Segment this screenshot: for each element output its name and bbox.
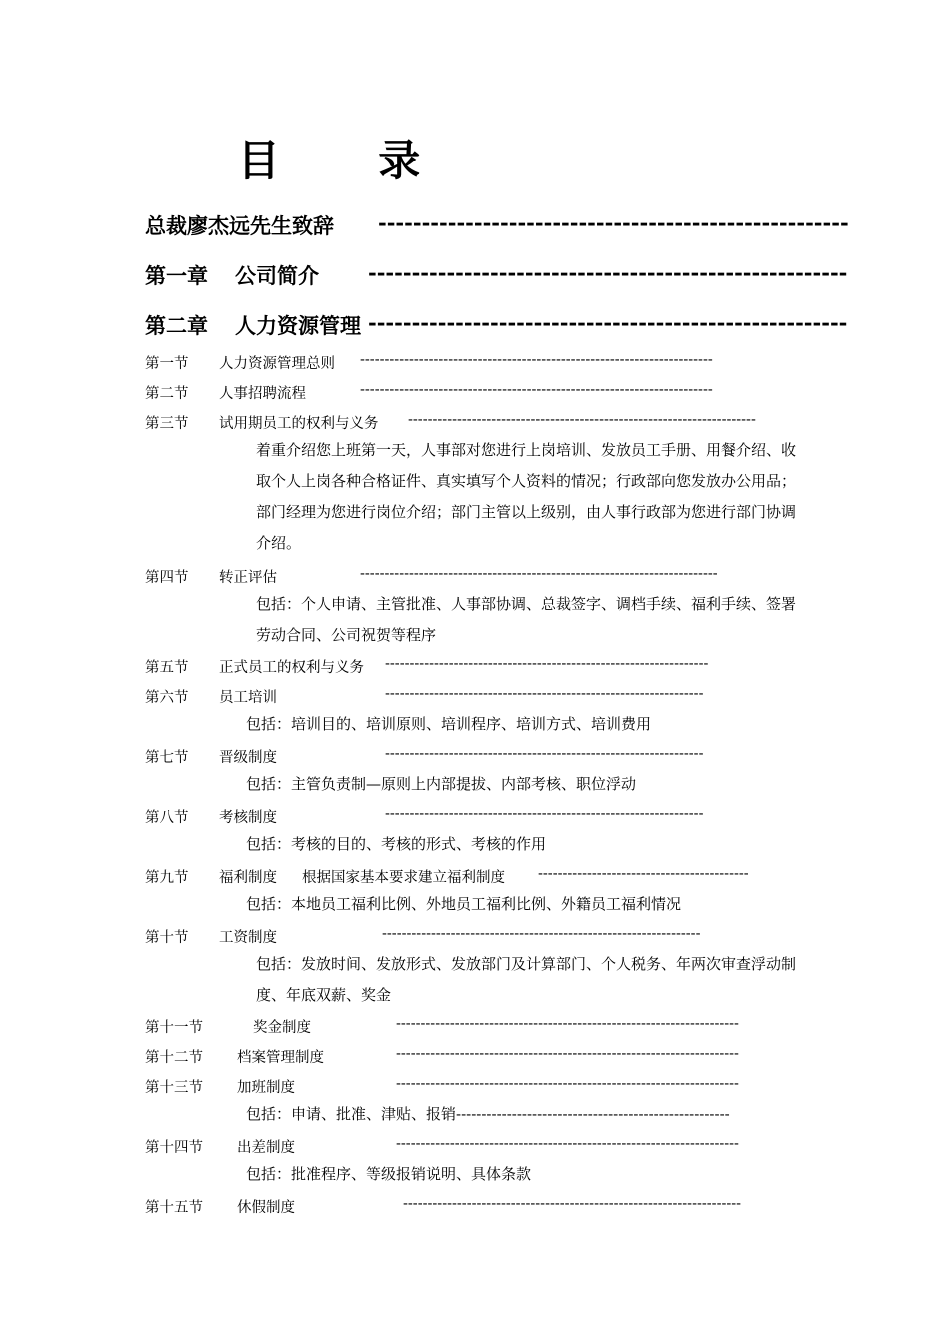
- entry-label: 第一章: [145, 263, 208, 288]
- entry-name: 公司简介: [235, 263, 319, 288]
- section-name: 出差制度: [237, 1140, 295, 1156]
- section-10-description: 包括：发放时间、发放形式、发放部门及计算部门、个人税务、年两次审查浮动制度、年底双薪、奖金: [256, 955, 797, 1004]
- section-number: 第十四节: [145, 1140, 203, 1156]
- section-number: 第十节: [145, 930, 189, 946]
- section-4-description: 包括：个人申请、主管批准、人事部协调、总裁签字、调档手续、福利手续、签署劳动合同、公司祝贺等程序: [256, 595, 797, 644]
- entry-leader: -------------------------------------------------------: [368, 310, 848, 335]
- section-name: 试用期员工的权利与义务: [219, 416, 379, 432]
- entry-name: 人力资源管理: [235, 313, 361, 338]
- section-leader: -------------------------------------------------------------------------: [360, 566, 718, 582]
- section-name: 正式员工的权利与义务: [219, 660, 364, 676]
- section-leader: -----------------------------------------------------------------: [382, 926, 701, 942]
- section-14-description: 包括：批准程序、等级报销说明、具体条款: [246, 1165, 532, 1183]
- section-name: 奖金制度: [253, 1020, 311, 1036]
- section-name: 加班制度: [237, 1080, 295, 1096]
- entry-label: 总裁廖杰远先生致辞: [145, 213, 334, 238]
- section-13-description: [246, 1099, 758, 1130]
- section-note: 根据国家基本要求建立福利制度: [302, 870, 505, 886]
- section-leader: ----------------------------------------------------------------------: [396, 1046, 739, 1062]
- section-number: 第七节: [145, 750, 189, 766]
- entry-leader: ------------------------------------------------------: [378, 210, 849, 235]
- section-name: 工资制度: [219, 930, 277, 946]
- section-7-description: 包括：主管负责制—原则上内部提拔、内部考核、职位浮动: [246, 775, 637, 793]
- section-leader: -----------------------------------------------------------------------: [408, 412, 756, 428]
- section-number: 第十二节: [145, 1050, 203, 1066]
- section-leader: ----------------------------------------------------------------------: [396, 1136, 739, 1152]
- section-3-description: 着重介绍您上班第一天，人事部对您进行上岗培训、发放员工手册、用餐介绍、收取个人上岗各种合格证件、真实填写个人资料的情况；行政部向您发放办公用品；部门经理为您进行岗位介绍；部门主管以上级别，由人事行政部为您进行部门协调介绍。: [256, 441, 797, 552]
- section-number: 第十一节: [145, 1020, 203, 1036]
- entry-leader: -------------------------------------------------------: [368, 260, 848, 285]
- section-9-description: 包括：本地员工福利比例、外地员工福利比例、外籍员工福利情况: [246, 895, 682, 913]
- description-text: 包括：申请、批准、津贴、报销: [246, 1105, 457, 1123]
- section-number: 第九节: [145, 870, 189, 886]
- section-name: 员工培训: [219, 690, 277, 706]
- section-leader: ---------------------------------------------------------------------: [403, 1196, 742, 1212]
- section-6-description: 包括：培训目的、培训原则、培训程序、培训方式、培训费用: [246, 715, 652, 733]
- section-leader: ----------------------------------------------------------------------: [396, 1076, 739, 1092]
- section-number: 第十五节: [145, 1200, 203, 1216]
- toc-title: 目 录: [237, 136, 463, 185]
- section-name: 晋级制度: [219, 750, 277, 766]
- section-number: 第六节: [145, 690, 189, 706]
- section-leader: -----------------------------------------------------------------: [385, 806, 704, 822]
- description-leader: ------------------------------------------------------: [456, 1105, 730, 1123]
- section-leader: ----------------------------------------------------------------------: [396, 1016, 739, 1032]
- section-name: 人力资源管理总则: [219, 356, 335, 372]
- section-name: 福利制度: [219, 870, 277, 886]
- entry-label: 第二章: [145, 313, 208, 338]
- section-name: 转正评估: [219, 570, 277, 586]
- section-leader: -----------------------------------------------------------------: [385, 746, 704, 762]
- section-name: 人事招聘流程: [219, 386, 306, 402]
- section-name: 考核制度: [219, 810, 277, 826]
- section-leader: -----------------------------------------------------------------: [385, 686, 704, 702]
- section-number: 第五节: [145, 660, 189, 676]
- section-name: 休假制度: [237, 1200, 295, 1216]
- section-leader: ------------------------------------------------------------------: [385, 656, 709, 672]
- section-number: 第十三节: [145, 1080, 203, 1096]
- section-number: 第二节: [145, 386, 189, 402]
- section-leader: ------------------------------------------------------------------------: [360, 352, 713, 368]
- section-number: 第三节: [145, 416, 189, 432]
- section-name: 档案管理制度: [237, 1050, 324, 1066]
- section-number: 第八节: [145, 810, 189, 826]
- section-leader: -------------------------------------------: [538, 866, 749, 882]
- section-number: 第四节: [145, 570, 189, 586]
- section-leader: ------------------------------------------------------------------------: [360, 382, 713, 398]
- section-8-description: 包括：考核的目的、考核的形式、考核的作用: [246, 835, 547, 853]
- section-number: 第一节: [145, 356, 189, 372]
